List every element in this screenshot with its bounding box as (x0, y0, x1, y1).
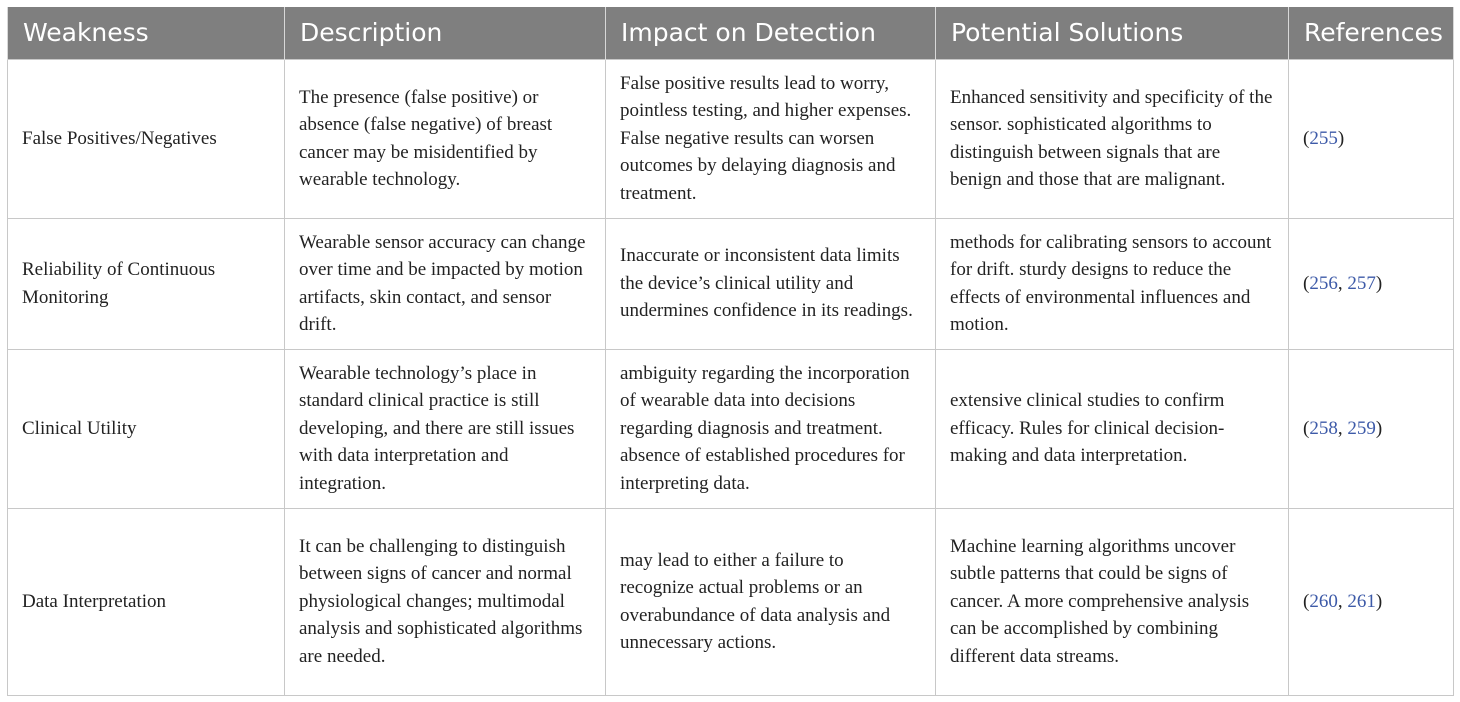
cell-description: Wearable technology’s place in standard clinical practice is still developing, and there are still issues with data interpretation and integration. (285, 349, 606, 508)
cell-references: (256, 257) (1289, 218, 1454, 349)
reference-link[interactable]: 255 (1309, 127, 1338, 149)
header-solutions: Potential Solutions (936, 7, 1289, 59)
cell-references: (260, 261) (1289, 508, 1454, 695)
cell-solutions: extensive clinical studies to confirm efficacy. Rules for clinical decision-making and data interpretation. (936, 349, 1289, 508)
cell-impact: Inaccurate or inconsistent data limits the device’s clinical utility and undermines confidence in its readings. (606, 218, 936, 349)
reference-link[interactable]: 256 (1309, 272, 1338, 294)
table-row (8, 508, 1454, 695)
cell-description: Wearable sensor accuracy can change over time and be impacted by motion artifacts, skin contact, and sensor drift. (285, 218, 606, 349)
cell-weakness: Data Interpretation (8, 508, 285, 695)
cell-solutions: methods for calibrating sensors to account for drift. sturdy designs to reduce the effects of environmental influences and motion. (936, 218, 1289, 349)
reference-link[interactable]: 260 (1309, 590, 1338, 612)
cell-weakness: Reliability of Continuous Monitoring (8, 218, 285, 349)
table-row (8, 349, 1454, 508)
cell-solutions: Machine learning algorithms uncover subtle patterns that could be signs of cancer. A more comprehensive analysis can be accomplished by combining different data streams. (936, 508, 1289, 695)
header-impact: Impact on Detection (606, 7, 936, 59)
cell-impact: ambiguity regarding the incorporation of wearable data into decisions regarding diagnosis and treatment. absence of established procedures for interpreting data. (606, 349, 936, 508)
cell-weakness: False Positives/Negatives (8, 59, 285, 218)
reference-link[interactable]: 258 (1309, 417, 1338, 439)
cell-references: (258, 259) (1289, 349, 1454, 508)
cell-weakness: Clinical Utility (8, 349, 285, 508)
cell-impact: False positive results lead to worry, pointless testing, and higher expenses. False negative results can worsen outcomes by delaying diagnosis and treatment. (606, 59, 936, 218)
table-row (8, 59, 1454, 218)
reference-link[interactable]: 257 (1347, 272, 1376, 294)
cell-solutions: Enhanced sensitivity and specificity of the sensor. sophisticated algorithms to distinguish between signals that are benign and those that are malignant. (936, 59, 1289, 218)
header-references: References (1289, 7, 1454, 59)
cell-impact: may lead to either a failure to recognize actual problems or an overabundance of data analysis and unnecessary actions. (606, 508, 936, 695)
weaknesses-table (7, 7, 1454, 696)
cell-references: (255) (1289, 59, 1454, 218)
reference-link[interactable]: 259 (1347, 417, 1376, 439)
reference-link[interactable]: 261 (1347, 590, 1376, 612)
header-weakness: Weakness (8, 7, 285, 59)
header-row (8, 7, 1454, 59)
cell-description: The presence (false positive) or absence (false negative) of breast cancer may be misidentified by wearable technology. (285, 59, 606, 218)
cell-description: It can be challenging to distinguish between signs of cancer and normal physiological changes; multimodal analysis and sophisticated algorithms are needed. (285, 508, 606, 695)
table-row (8, 218, 1454, 349)
header-description: Description (285, 7, 606, 59)
